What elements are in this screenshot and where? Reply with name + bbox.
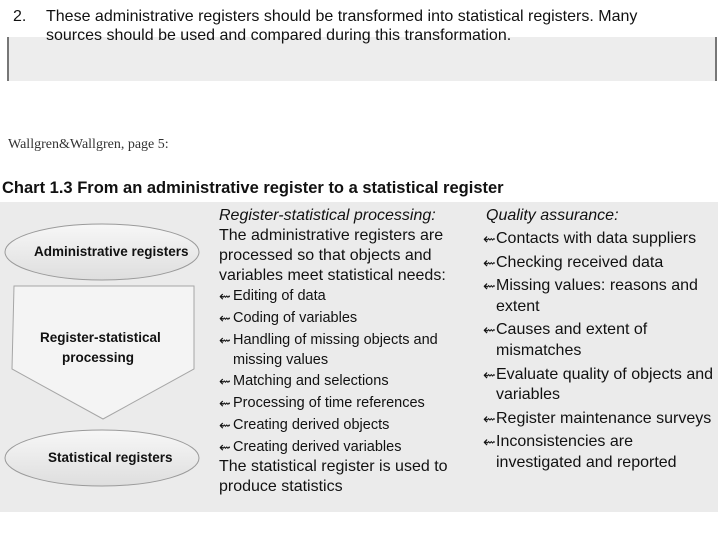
source-caption: Wallgren&Wallgren, page 5:: [8, 137, 169, 152]
quality-heading: Quality assurance:: [486, 207, 619, 224]
flow-statistical-label: Statistical registers: [48, 450, 173, 465]
processing-intro: The administrative registers are processed so that objects and variables meet statistical needs:: [219, 227, 446, 284]
arrow-icon: ⇜: [219, 417, 231, 433]
arrow-icon: ⇜: [219, 310, 231, 326]
arrow-icon: ⇜: [219, 288, 231, 304]
list-item: ⇜ Causes and extent of mismatches: [483, 321, 648, 359]
arrow-icon: ⇜: [483, 434, 496, 452]
list-item: ⇜ Creating derived objects: [219, 417, 390, 433]
quote-line-1: These administrative registers should be transformed into statistical registers. Many: [46, 8, 638, 25]
arrow-icon: ⇜: [483, 278, 496, 296]
list-item: ⇜ Register maintenance surveys: [486, 409, 718, 430]
list-item: ⇜ Evaluate quality of objects and variables: [483, 365, 714, 404]
list-item: ⇜ Coding of variables: [219, 310, 358, 326]
arrow-icon: ⇜: [219, 373, 231, 389]
flow-processing-label-1: Register-statistical: [40, 330, 161, 345]
list-item: ⇜ Editing of data: [219, 288, 326, 304]
list-item: ⇜ Checking received data: [486, 253, 718, 274]
list-item: ⇜ Processing of time references: [219, 395, 425, 411]
arrow-icon: ⇜: [483, 322, 496, 340]
list-number: 2.: [13, 8, 27, 25]
processing-heading: Register-statistical processing:: [219, 207, 436, 224]
processing-column: [219, 206, 481, 497]
list-item: ⇜ Creating derived variables: [219, 439, 402, 455]
processing-list: [219, 286, 481, 457]
arrow-icon: ⇜: [219, 439, 231, 455]
processing-outro: The statistical register is used to produce statistics: [219, 458, 448, 495]
arrow-icon: ⇜: [483, 231, 496, 248]
quality-list: [483, 229, 718, 474]
flow-admin-label: Administrative registers: [34, 244, 189, 259]
flow-processing-label-2: processing: [62, 350, 135, 365]
list-item: ⇜ Handling of missing objects and missing values: [219, 332, 438, 368]
list-item: ⇜ Missing values: reasons and extent: [483, 277, 698, 315]
list-item: ⇜ Inconsistencies are investigated and reported: [483, 433, 677, 471]
arrow-icon: ⇜: [483, 410, 496, 428]
arrow-icon: ⇜: [219, 395, 231, 411]
quality-column: [483, 206, 718, 474]
arrow-icon: ⇜: [219, 332, 231, 348]
arrow-icon: ⇜: [483, 254, 496, 272]
list-item: ⇜ Matching and selections: [219, 373, 389, 389]
chart-title: Chart 1.3 From an administrative register to a statistical register: [2, 179, 504, 197]
quote-line-2: sources should be used and compared during this transformation.: [46, 27, 512, 44]
arrow-icon: ⇜: [483, 366, 496, 384]
list-item: ⇜ Contacts with data suppliers: [486, 229, 718, 250]
